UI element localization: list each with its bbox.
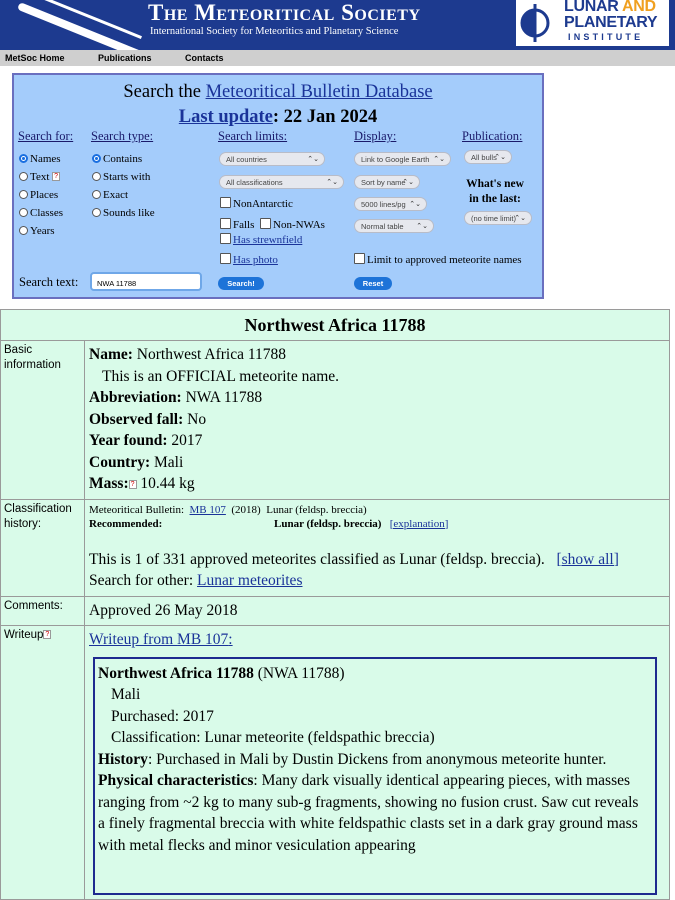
mass: 10.44 kg [140,475,195,492]
lunar-meteorites-link[interactable]: Lunar meteorites [197,572,303,589]
lpi-text-line2: PLANETARY [564,14,658,31]
chevron-updown-icon: ⌃⌄ [416,223,428,230]
non-antarctic-checkbox[interactable]: NonAntarctic [220,197,293,210]
writeup-label: Writeup ? [1,626,85,900]
classification-history: Meteoritical Bulletin: MB 107 (2018) Lunar (feldsp. breccia) Recommended: Lunar (feldsp. breccia) [explanation] This is 1 of 331 approved meteorites classified as Lunar (feldsp. breccia). [show all] Search for other: Lunar meteorites [85,499,670,596]
nav-bar [0,50,675,66]
search-for-heading: Search for: [18,129,74,143]
checkbox-icon[interactable] [260,218,271,229]
radio-selected-icon[interactable] [92,154,101,163]
comments-label: Comments: [1,596,85,626]
search-type-contains[interactable]: Contains [92,153,142,165]
search-type-heading: Search type: [91,129,154,143]
writeup-cell [85,626,670,900]
chevron-updown-icon: ⌃⌄ [326,179,338,186]
writeup-country: Mali [111,686,141,703]
database-link[interactable]: Meteoritical Bulletin Database [205,82,433,102]
whats-new-label: What's new in the last: [466,178,524,205]
help-icon[interactable]: ? [54,173,59,180]
lpi-text-line1: LUNAR AND [564,0,656,15]
checkbox-icon[interactable] [220,253,231,264]
falls-checkbox[interactable]: Falls [220,218,254,231]
help-icon[interactable]: ? [45,631,50,638]
official-note: This is an OFFICIAL meteorite name. [102,367,340,385]
classification-history-label: Classification history: [1,499,85,596]
radio-selected-icon[interactable] [19,154,28,163]
classification-count: This is 1 of 331 approved meteorites classified as Lunar (feldsp. breccia). [show all] [89,550,619,568]
nav-metsoc-home[interactable]: MetSoc Home [5,53,65,63]
search-for-names[interactable]: Names [19,153,61,165]
comments-value: Approved 26 May 2018 [85,596,670,626]
radio-icon[interactable] [92,208,101,217]
abbreviation: NWA 11788 [185,389,263,406]
lpi-logo[interactable] [516,0,669,46]
last-update-link[interactable]: Last update [178,107,273,127]
writeup-physical: Physical characteristics: Many dark visually identical appearing pieces, with masses ranging from ~2 kg to many sub-g fragments, showing no fusion crust. Saw cut reveals a finely fragmental breccia with white feldspathic clasts set in a dark gray ground mass with metal flecks and minor vesiculation appearing [98,772,639,854]
year-found: 2017 [171,432,203,449]
search-type-exact[interactable]: Exact [92,189,128,201]
search-button[interactable]: Search! [218,277,264,290]
classifications-select[interactable]: All classifications ⌃⌄ [219,175,344,189]
has-strewnfield-checkbox[interactable]: Has strewnfield [220,233,302,246]
has-photo-checkbox[interactable]: Has photo [220,253,278,266]
chevron-updown-icon: ⌃⌄ [402,179,414,186]
nav-publications[interactable]: Publications [98,53,152,63]
countries-select[interactable]: All countries ⌃⌄ [219,152,325,166]
explanation-link[interactable]: [explanation] [389,517,449,530]
last-update: Last update: 22 Jan 2024 [178,107,378,127]
chevron-updown-icon: ⌃⌄ [409,201,421,208]
basic-info-label: Basic information [1,341,85,500]
display-heading: Display: [354,129,397,143]
writeup-name: Northwest Africa 11788 [98,664,254,682]
mb-107-link[interactable]: MB 107 [189,503,226,516]
checkbox-icon[interactable] [354,253,365,264]
display-link-select[interactable]: Link to Google Earth ⌃⌄ [354,152,451,166]
meteorite-name: Northwest Africa 11788 [136,346,287,363]
lpi-emblem-icon [520,4,550,42]
chevron-updown-icon: ⌃⌄ [433,156,445,163]
chevron-updown-icon: ⌃⌄ [494,154,506,161]
search-limits-heading: Search limits: [218,129,288,143]
writeup-classification: Classification: Lunar meteorite (feldspathic breccia) [111,729,435,746]
sort-select[interactable]: Sort by name ⌃⌄ [354,175,420,189]
checkbox-icon[interactable] [220,197,231,208]
search-for-years[interactable]: Years [19,225,55,237]
society-title[interactable]: The Meteoritical Society [148,0,421,25]
meteorite-details-table [0,309,670,900]
recommended-row: Recommended: Lunar (feldsp. breccia) [explanation] [89,517,449,530]
radio-icon[interactable] [19,172,28,181]
bulls-select[interactable]: All bulls ⌃⌄ [464,150,512,164]
search-for-places[interactable]: Places [19,189,58,201]
non-nwas-checkbox[interactable]: Non-NWAs [260,218,325,231]
radio-icon[interactable] [19,208,28,217]
lines-per-page-select[interactable]: 5000 lines/pg ⌃⌄ [354,197,427,211]
writeup-box: Northwest Africa 11788 (NWA 11788) Mali Purchased: 2017 Classification: Lunar meteorite (feldspathic breccia) History: Purchased in Mali by Dustin Dickens from anonymous meteorite hunter. Physical characteristics: Many dark visually identical appearing pieces, with masses ranging from ~2 kg to many sub-g fragments, showing no fusion crust. Saw cut reveals a finely fragmental breccia with white feldspathic clasts set in a dark gray ground mass with metal flecks and minor vesiculation appearing [93,657,657,895]
show-all-link[interactable]: [show all] [556,550,619,568]
search-type-sounds-like[interactable]: Sounds like [92,207,155,219]
observed-fall: No [187,410,207,428]
search-panel [12,73,544,299]
search-for-classes[interactable]: Classes [19,207,63,219]
meteor-logo-icon [0,0,145,50]
search-for-text[interactable]: Text ? [19,171,60,183]
reset-button[interactable]: Reset [354,277,392,290]
mb-row: Meteoritical Bulletin: MB 107 (2018) Lunar (feldsp. breccia) [89,503,367,516]
radio-icon[interactable] [92,172,101,181]
writeup-purchased: Purchased: 2017 [111,707,214,725]
search-text-label: Search text: [19,275,79,289]
country: Mali [154,453,184,471]
search-type-starts-with[interactable]: Starts with [92,171,150,183]
checkbox-icon[interactable] [220,218,231,229]
writeup-link[interactable]: Writeup from MB 107: [89,631,233,648]
basic-info-values: Name: Northwest Africa 11788 This is an OFFICIAL meteorite name. Abbreviation: NWA 11788 Observed fall: No Year found: 2017 Country: Mali Mass: ? 10.44 kg [85,341,670,500]
search-title: Search the Meteoritical Bulletin Database [123,82,433,102]
lpi-text-line3: INSTITUTE [568,32,644,42]
publication-heading: Publication: [462,129,523,143]
society-subtitle: International Society for Meteoritics and Planetary Science [150,26,399,37]
nav-contacts[interactable]: Contacts [185,53,224,63]
table-format-select[interactable]: Normal table ⌃⌄ [354,219,434,233]
meteorite-heading: Northwest Africa 11788 [1,310,670,341]
radio-icon[interactable] [19,190,28,199]
search-input[interactable]: NWA 11788 [90,272,202,291]
chevron-updown-icon: ⌃⌄ [514,215,526,222]
header-banner [0,0,675,50]
writeup-history: History: Purchased in Mali by Dustin Dickens from anonymous meteorite hunter. [98,750,607,768]
help-icon[interactable]: ? [130,481,135,488]
radio-icon[interactable] [92,190,101,199]
time-limit-select[interactable]: (no time limit) ⌃⌄ [464,211,532,225]
radio-icon[interactable] [19,226,28,235]
limit-approved-checkbox[interactable]: Limit to approved meteorite names [354,253,522,266]
checkbox-icon[interactable] [220,233,231,244]
chevron-updown-icon: ⌃⌄ [307,156,319,163]
